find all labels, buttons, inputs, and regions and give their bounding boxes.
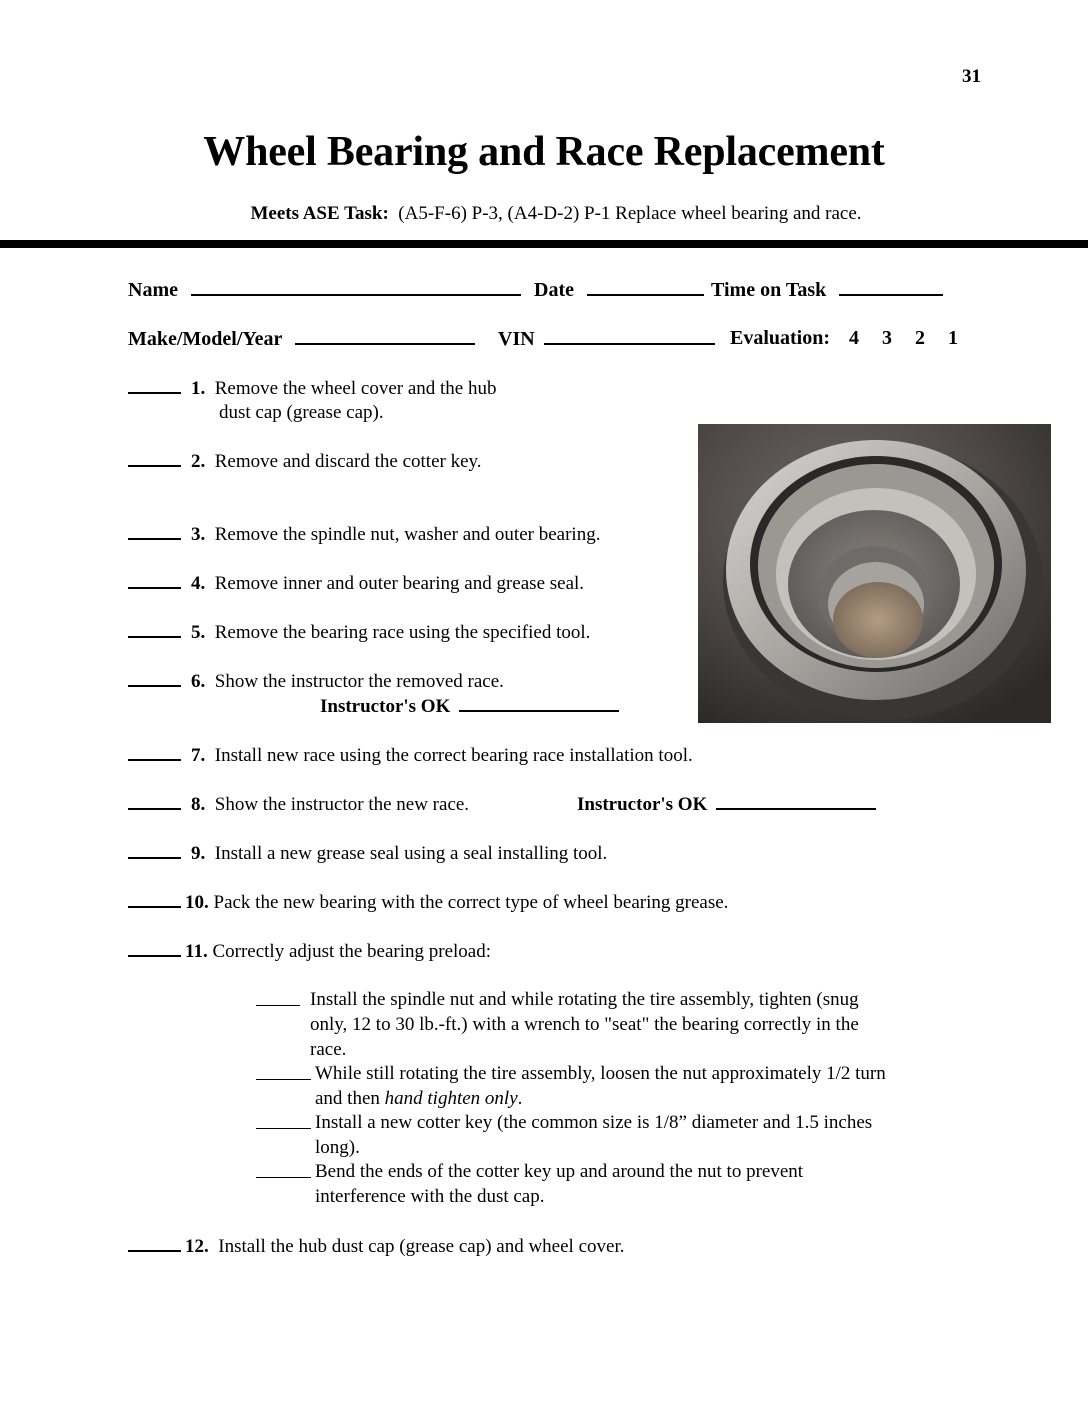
evaluation-score-2[interactable]: 2 — [915, 327, 926, 349]
step-number: 10. — [185, 892, 209, 913]
step-text: Install the hub dust cap (grease cap) and wheel cover. — [218, 1236, 625, 1257]
ase-task-text: (A5-F-6) P-3, (A4-D-2) P-1 Replace wheel bearing and race. — [398, 203, 862, 224]
step-check-line[interactable] — [128, 792, 181, 810]
step-number: 1. — [191, 378, 206, 399]
vin-field — [498, 327, 715, 351]
substep-text: only, 12 to 30 lb.-ft.) with a wrench to "seat" the bearing correctly in the — [310, 1014, 859, 1035]
vin-label: VIN — [498, 328, 535, 350]
step-text: Show the instructor the new race. — [214, 794, 470, 815]
step-10 — [128, 890, 728, 915]
step-text: Install new race using the correct bearing race installation tool. — [214, 745, 693, 766]
substep-2 — [256, 1062, 976, 1112]
step-number: 8. — [191, 794, 206, 815]
step-8 — [128, 792, 469, 817]
step-number: 4. — [191, 573, 206, 594]
substep-check-line[interactable] — [256, 1111, 311, 1129]
step-3 — [128, 522, 600, 547]
step-number: 7. — [191, 745, 206, 766]
step-number: 2. — [191, 451, 206, 472]
step-number: 6. — [191, 671, 206, 692]
step-check-line[interactable] — [128, 939, 181, 957]
instructor-ok-signature-line[interactable] — [716, 792, 876, 810]
step-9 — [128, 841, 607, 866]
bearing-race-image — [698, 424, 1051, 723]
vin-input-line[interactable] — [544, 327, 715, 345]
make-model-year-input-line[interactable] — [295, 327, 475, 345]
step-check-line[interactable] — [128, 620, 181, 638]
step-4 — [128, 571, 584, 596]
step-6 — [128, 669, 504, 694]
wheel-hub-bearing-race-photo — [698, 424, 1051, 723]
step-number: 5. — [191, 622, 206, 643]
step-text: Remove the wheel cover and the hub — [214, 378, 497, 399]
substep-check-line[interactable] — [256, 1062, 311, 1080]
step-7 — [128, 743, 693, 768]
substep-1 — [256, 988, 976, 1063]
step-number: 3. — [191, 524, 206, 545]
evaluation-field — [730, 327, 958, 350]
step-number: 12. — [185, 1236, 209, 1257]
name-label: Name — [128, 279, 178, 301]
step-check-line[interactable] — [128, 449, 181, 467]
step-text: Remove the bearing race using the specified tool. — [214, 622, 591, 643]
instructor-ok-label: Instructor's OK — [577, 794, 708, 815]
step-text: Remove inner and outer bearing and grease seal. — [214, 573, 585, 594]
page-number: 31 — [962, 66, 981, 87]
instructor-ok-new-race — [577, 792, 876, 817]
step-check-line[interactable] — [128, 1234, 181, 1252]
ase-task-line — [0, 203, 1088, 225]
substep-text: interference with the dust cap. — [315, 1186, 545, 1207]
substep-emphasis: hand tighten only — [384, 1088, 518, 1109]
make-model-year-label: Make/Model/Year — [128, 328, 283, 350]
date-field — [534, 278, 704, 302]
substep-text: race. — [310, 1039, 347, 1060]
step-text: Correctly adjust the bearing preload: — [212, 941, 492, 962]
name-input-line[interactable] — [191, 278, 521, 296]
date-input-line[interactable] — [587, 278, 704, 296]
date-label: Date — [534, 279, 574, 301]
step-number: 9. — [191, 843, 206, 864]
instructor-ok-signature-line[interactable] — [459, 694, 619, 712]
evaluation-label: Evaluation: — [730, 327, 831, 349]
time-on-task-field — [711, 278, 943, 302]
evaluation-score-3[interactable]: 3 — [882, 327, 893, 349]
step-check-line[interactable] — [128, 522, 181, 540]
step-check-line[interactable] — [128, 890, 181, 908]
step-check-line[interactable] — [128, 743, 181, 761]
step-1 — [128, 376, 496, 425]
step-check-line[interactable] — [128, 571, 181, 589]
header-divider — [0, 240, 1088, 248]
step-text: Install a new grease seal using a seal installing tool. — [214, 843, 608, 864]
instructor-ok-removed-race — [320, 694, 619, 719]
step-text: Remove the spindle nut, washer and outer bearing. — [214, 524, 601, 545]
substep-4 — [256, 1160, 976, 1210]
substep-check-line[interactable] — [256, 1160, 311, 1178]
evaluation-score-4[interactable]: 4 — [849, 327, 860, 349]
step-check-line[interactable] — [128, 376, 181, 394]
step-text-cont: dust cap (grease cap). — [219, 402, 384, 423]
step-check-line[interactable] — [128, 669, 181, 687]
time-on-task-input-line[interactable] — [839, 278, 943, 296]
substep-text-cont — [315, 1087, 522, 1112]
step-text: Pack the new bearing with the correct type of wheel bearing grease. — [213, 892, 729, 913]
substep-check-line[interactable] — [256, 988, 300, 1006]
substep-text: Bend the ends of the cotter key up and around the nut to prevent — [315, 1161, 804, 1182]
make-model-year-field — [128, 327, 475, 351]
substep-text: and then — [315, 1088, 385, 1109]
substep-punct: . — [517, 1088, 523, 1109]
substep-text: long). — [315, 1137, 360, 1158]
time-on-task-label: Time on Task — [711, 279, 827, 301]
step-5 — [128, 620, 590, 645]
step-2 — [128, 449, 482, 474]
evaluation-score-1[interactable]: 1 — [948, 327, 959, 349]
instructor-ok-label: Instructor's OK — [320, 696, 451, 717]
step-check-line[interactable] — [128, 841, 181, 859]
ase-task-label: Meets ASE Task: — [250, 203, 389, 224]
step-text: Show the instructor the removed race. — [214, 671, 504, 692]
substep-text: Install a new cotter key (the common size is 1/8” diameter and 1.5 inches — [315, 1112, 873, 1133]
substep-3 — [256, 1111, 976, 1161]
step-text: Remove and discard the cotter key. — [214, 451, 482, 472]
name-field — [128, 278, 521, 302]
step-number: 11. — [185, 941, 208, 962]
substep-text: Install the spindle nut and while rotating the tire assembly, tighten (snug — [310, 989, 859, 1010]
step-12 — [128, 1234, 624, 1259]
step-11 — [128, 939, 491, 964]
substep-text: While still rotating the tire assembly, loosen the nut approximately 1/2 turn — [315, 1063, 886, 1084]
page-title: Wheel Bearing and Race Replacement — [203, 129, 885, 175]
